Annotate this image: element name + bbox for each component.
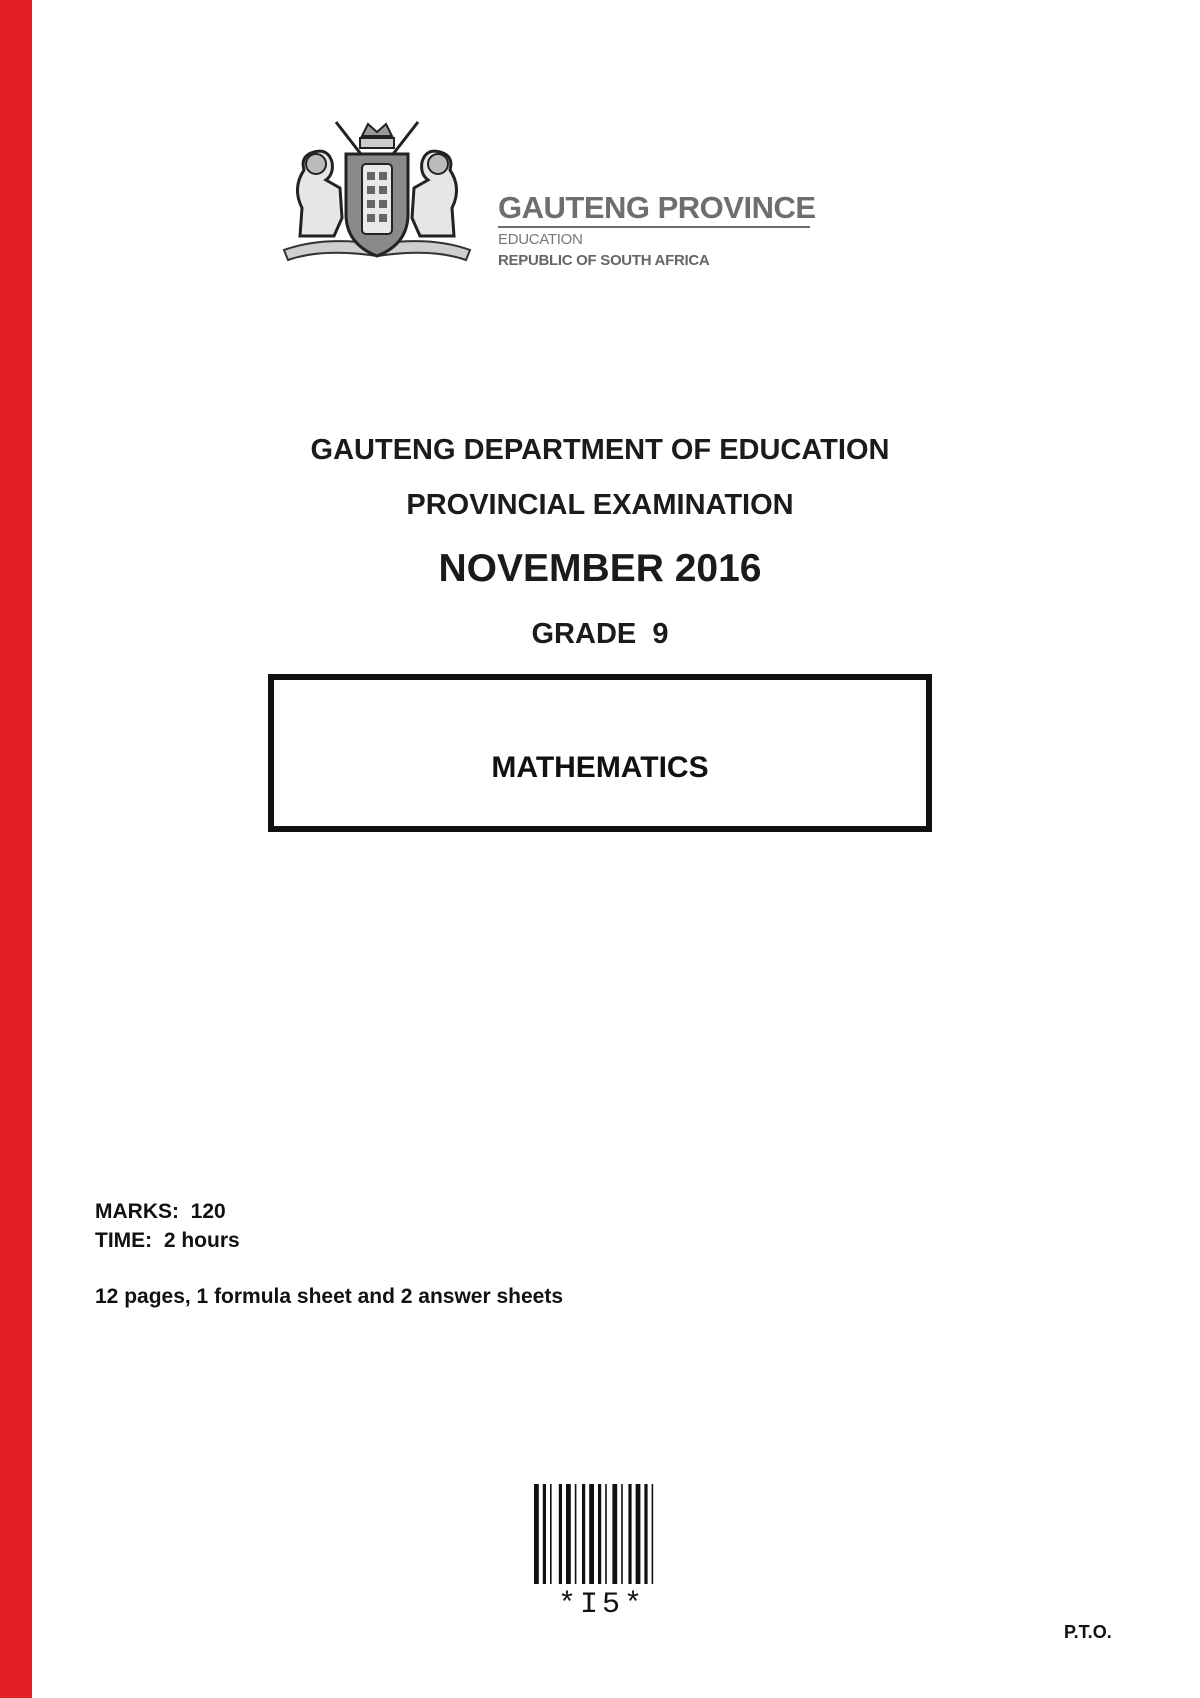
barcode-bar	[559, 1484, 562, 1584]
exam-heading: PROVINCIAL EXAMINATION	[406, 489, 794, 521]
coat-of-arms-icon	[282, 118, 472, 278]
barcode-bar	[605, 1484, 607, 1584]
time-label: TIME: 2 hours	[95, 1229, 240, 1252]
barcode-bar	[621, 1484, 623, 1584]
marks-label: MARKS: 120	[95, 1200, 226, 1223]
pages-label: 12 pages, 1 formula sheet and 2 answer sheets	[95, 1285, 564, 1308]
barcode-bar	[598, 1484, 601, 1584]
barcode-bar	[636, 1484, 641, 1584]
barcode	[534, 1484, 670, 1602]
barcode-bar	[582, 1484, 585, 1584]
department-heading: GAUTENG DEPARTMENT OF EDUCATION	[310, 434, 890, 466]
barcode-bar	[575, 1484, 577, 1584]
barcode-bar	[534, 1484, 539, 1584]
barcode-bar	[589, 1484, 594, 1584]
logo-divider	[498, 226, 810, 228]
red-binding-strip	[0, 0, 32, 1698]
barcode-bar	[543, 1484, 546, 1584]
barcode-bar	[644, 1484, 647, 1584]
barcode-bar	[652, 1484, 654, 1584]
barcode-bar	[628, 1484, 631, 1584]
barcode-bar	[550, 1484, 552, 1584]
pto-label: P.T.O.	[1064, 1622, 1112, 1642]
gauteng-logo	[282, 118, 842, 288]
subject-box	[268, 674, 932, 832]
logo-country: REPUBLIC OF SOUTH AFRICA	[498, 252, 710, 269]
logo-department: EDUCATION	[498, 231, 583, 248]
subject-title: MATHEMATICS	[491, 751, 709, 784]
barcode-bar	[566, 1484, 571, 1584]
barcode-text: *I5*	[557, 1588, 646, 1622]
barcode-bar	[612, 1484, 617, 1584]
grade-heading: GRADE 9	[531, 618, 669, 650]
exam-date-heading: NOVEMBER 2016	[438, 547, 762, 590]
logo-province-name: GAUTENG PROVINCE	[498, 190, 816, 225]
